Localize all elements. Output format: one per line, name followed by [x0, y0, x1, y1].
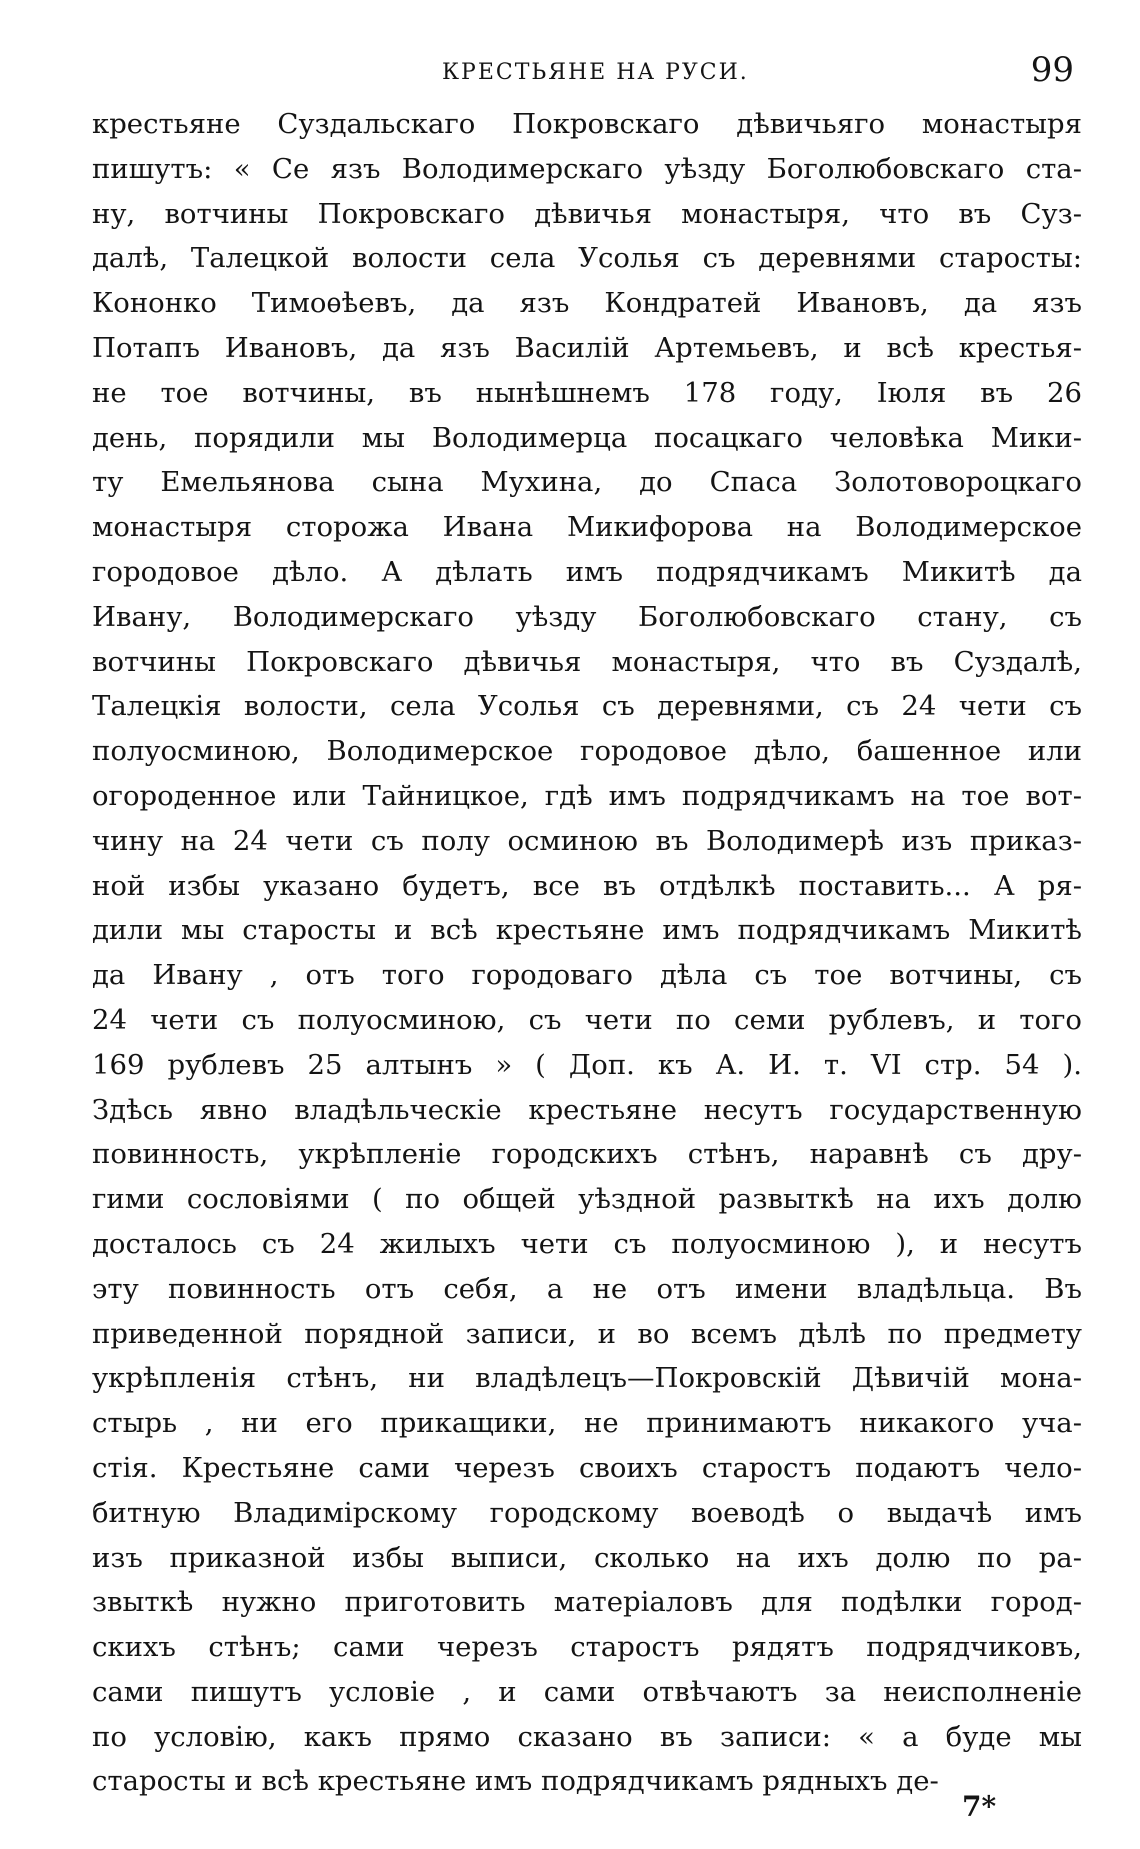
text-line: скихъ стѣнъ; сами черезъ старостъ рядятъ подрядчиковъ,	[92, 1631, 1082, 1664]
text-line: по условію, какъ прямо сказано въ записи: « а буде мы	[92, 1720, 1082, 1753]
text-line: городовое дѣло. А дѣлать имъ подрядчикамъ Микитѣ да	[92, 555, 1082, 588]
text-line: ту Емельянова сына Мухина, до Спаса Золотовороцкаго	[92, 466, 1082, 499]
text-line: далѣ, Талецкой волости села Усолья съ деревнями старосты:	[92, 242, 1082, 275]
text-line: ну, вотчины Покровскаго дѣвичья монастыря, что въ Суз-	[92, 197, 1082, 230]
signature-mark: 7*	[962, 1790, 997, 1823]
text-line: вотчины Покровскаго дѣвичья монастыря, что въ Суздалѣ,	[92, 645, 1082, 678]
text-line: дили мы старосты и всѣ крестьяне имъ подрядчикамъ Микитѣ	[92, 914, 1082, 947]
text-line: пишутъ: « Се язъ Володимерскаго уѣзду Боголюбовскаго ста-	[92, 152, 1082, 185]
page-number: 99	[1030, 50, 1074, 90]
text-line: 169 рублевъ 25 алтынъ » ( Доп. къ А. И. т. VI стр. 54 ).	[92, 1048, 1082, 1081]
text-line: сами пишутъ условіе , и сами отвѣчаютъ за неисполненіе	[92, 1675, 1082, 1708]
text-line: Потапъ Ивановъ, да язъ Василій Артемьевъ, и всѣ крестья-	[92, 331, 1082, 364]
text-line: огороденное или Тайницкое, гдѣ имъ подрядчикамъ на тое вот-	[92, 779, 1082, 812]
text-line: битную Владимірскому городскому воеводѣ о выдачѣ имъ	[92, 1496, 1082, 1529]
text-line: монастыря сторожа Ивана Микифорова на Володимерское	[92, 511, 1082, 544]
text-line: досталось съ 24 жилыхъ чети съ полуосминою ), и несутъ	[92, 1227, 1082, 1260]
text-line: гими сословіями ( по общей уѣздной развыткѣ на ихъ долю	[92, 1183, 1082, 1216]
text-line: чину на 24 чети съ полу осминою въ Володимерѣ изъ приказ-	[92, 824, 1082, 857]
text-line: стія. Крестьяне сами черезъ своихъ старостъ подаютъ чело-	[92, 1451, 1082, 1484]
text-line: Здѣсь явно владѣльческіе крестьяне несутъ государственную	[92, 1093, 1082, 1126]
text-line: не тое вотчины, въ нынѣшнемъ 178 году, Іюля въ 26	[92, 376, 1082, 409]
text-line: Ивану, Володимерскаго уѣзду Боголюбовскаго стану, съ	[92, 600, 1082, 633]
text-line: эту повинность отъ себя, а не отъ имени владѣльца. Въ	[92, 1272, 1082, 1305]
text-line: повинность, укрѣпленіе городскихъ стѣнъ, наравнѣ съ дру-	[92, 1138, 1082, 1171]
body-text	[92, 102, 1082, 1804]
text-line: ной избы указано будетъ, все въ отдѣлкѣ поставить... А ря-	[92, 869, 1082, 902]
text-line: крестьяне Суздальскаго Покровскаго дѣвичьяго монастыря	[92, 108, 1082, 140]
text-line: звыткѣ нужно приготовить матеріаловъ для подѣлки город-	[92, 1586, 1082, 1619]
page-header	[92, 42, 1100, 102]
text-line: изъ приказной избы выписи, сколько на ихъ долю по ра-	[92, 1541, 1082, 1574]
text-line: Талецкія волости, села Усолья съ деревнями, съ 24 чети съ	[92, 690, 1082, 723]
text-line: день, порядили мы Володимерца посацкаго человѣка Мики-	[92, 421, 1082, 454]
text-line: укрѣпленія стѣнъ, ни владѣлецъ—Покровскій Дѣвичій мона-	[92, 1362, 1082, 1395]
text-line: стырь , ни его прикащики, не принимаютъ никакого уча-	[92, 1407, 1082, 1440]
text-line: да Ивану , отъ того городоваго дѣла съ тое вотчины, съ	[92, 959, 1082, 992]
text-line: приведенной порядной записи, и во всемъ дѣлѣ по предмету	[92, 1317, 1082, 1350]
text-line: 24 чети съ полуосминою, съ чети по семи рублевъ, и того	[92, 1003, 1082, 1036]
running-title: КРЕСТЬЯНЕ НА РУСИ.	[442, 60, 749, 85]
text-line: Кононко Тимоѳѣевъ, да язъ Кондратей Ивановъ, да язъ	[92, 287, 1082, 320]
text-line: полуосминою, Володимерское городовое дѣло, башенное или	[92, 735, 1082, 768]
text-line: старосты и всѣ крестьяне имъ подрядчикамъ рядныхъ де-	[92, 1765, 939, 1798]
